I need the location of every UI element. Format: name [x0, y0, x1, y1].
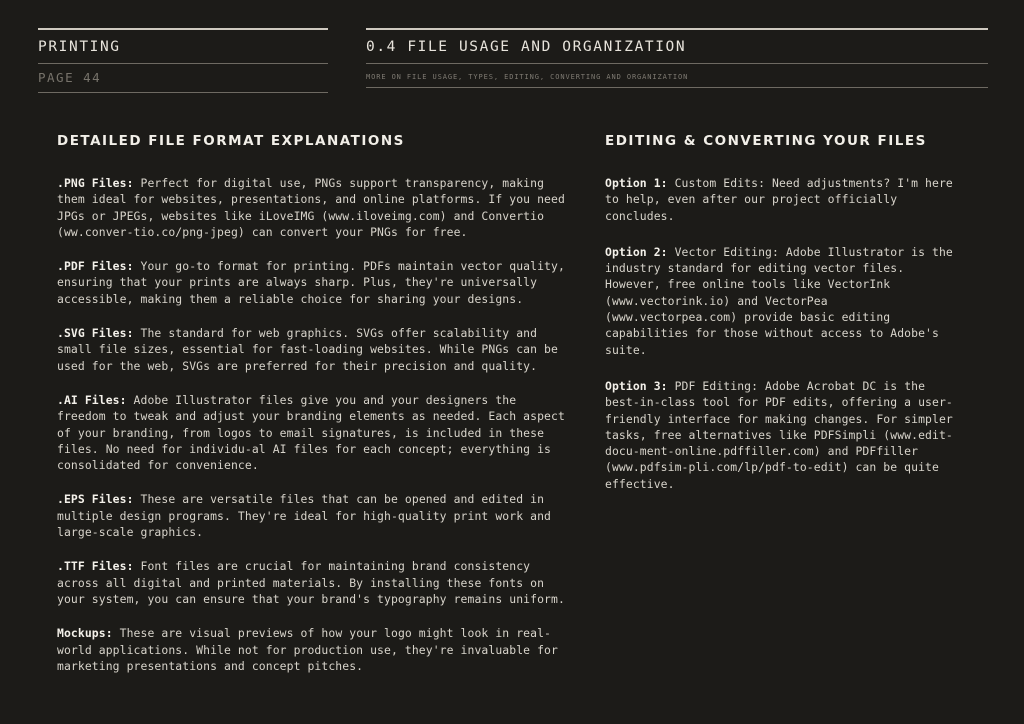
paragraph-body: These are visual previews of how your logo might look in real-world applications. While not for production use, they're invaluable for marketing presentations and concept pitches. — [57, 626, 558, 673]
paragraph-lead: Option 1: — [605, 176, 668, 190]
paragraph-lead: Mockups: — [57, 626, 113, 641]
paragraph-body: Adobe Illustrator files give you and your designers the freedom to tweak and adjust your branding elements as needed. Each aspect of your branding, from logos to email signatures, is included in these files. No need for individu-al AI files for each concept; everything is consolidated for convenience. — [57, 392, 565, 473]
paragraph-body: PDF Editing: Adobe Acrobat DC is the best-in-class tool for PDF edits, offering a user-friendly interface for making changes. For simpler tasks, free alternatives like PDFSimpli (www.edit-docu-ment-online.pdffiller.com) and PDFfiller (www.pdfsim-pli.com/lp/pdf-to-edit) can be quite effective. — [605, 378, 953, 491]
page-content — [57, 133, 989, 692]
paragraph-option-1 — [605, 175, 965, 224]
paragraph-lead: Option 3: — [605, 378, 668, 393]
paragraph-ai — [57, 392, 567, 473]
paragraph-lead: Option 2: — [605, 244, 668, 259]
header-right — [366, 28, 988, 93]
paragraph-lead: .SVG Files: — [57, 326, 134, 341]
header-rule-bottom-left — [38, 92, 328, 93]
paragraph-body: These are versatile files that can be opened and edited in multiple design programs. They're ideal for high-quality print work and large-scale graphics. — [57, 492, 551, 540]
page-header — [38, 28, 988, 93]
paragraph-body: Font files are crucial for maintaining brand consistency across all digital and printed materials. By installing these fonts on your system, you can ensure that your brand's typography remains uniform. — [57, 559, 565, 606]
paragraph-svg — [57, 325, 567, 374]
paragraph-option-3 — [605, 378, 965, 492]
paragraph-body: The standard for web graphics. SVGs offer scalability and small file sizes, essential for fast-loading websites. While PNGs can be used for the web, SVGs are preferred for their precision and quality. — [57, 326, 558, 373]
paragraph-pdf — [57, 258, 567, 307]
right-column-title: EDITING & CONVERTING YOUR FILES — [605, 133, 927, 149]
paragraph-option-2 — [605, 244, 965, 358]
paragraph-png — [57, 175, 567, 240]
paragraph-eps — [57, 491, 567, 540]
right-column — [605, 133, 965, 692]
paragraph-lead: .AI Files: — [57, 392, 127, 407]
paragraph-lead: .PNG Files: — [57, 176, 134, 190]
header-rule-bottom-right — [366, 87, 988, 88]
left-column — [57, 133, 567, 692]
paragraph-mockups — [57, 625, 567, 674]
header-section-subtitle: MORE ON FILE USAGE, TYPES, EDITING, CONVERTING AND ORGANIZATION — [366, 73, 689, 81]
paragraph-body: Your go-to format for printing. PDFs maintain vector quality, ensuring that your prints are always sharp. Plus, they're universally accessible, making them a reliable choice for sharing your designs. — [57, 259, 565, 306]
left-column-title: DETAILED FILE FORMAT EXPLANATIONS — [57, 133, 405, 149]
paragraph-body: Custom Edits: Need adjustments? I'm here to help, even after our project officially concludes. — [605, 176, 953, 223]
header-left — [38, 28, 328, 93]
paragraph-body: Perfect for digital use, PNGs support transparency, making them ideal for websites, presentations, and online platforms. If you need JPGs or JPEGs, websites like iLoveIMG (www.iloveimg.com) and Convertio (ww.conver-tio.co/png-jpeg) can convert your PNGs for free. — [57, 176, 565, 239]
header-section-title: 0.4 FILE USAGE AND ORGANIZATION — [366, 39, 687, 55]
paragraph-lead: .PDF Files: — [57, 259, 134, 274]
header-page-number: PAGE 44 — [38, 70, 102, 85]
paragraph-lead: .TTF Files: — [57, 559, 134, 574]
header-left-title: PRINTING — [38, 39, 121, 55]
paragraph-ttf — [57, 558, 567, 607]
paragraph-lead: .EPS Files: — [57, 492, 134, 507]
paragraph-body: Vector Editing: Adobe Illustrator is the industry standard for editing vector files. However, free online tools like VectorInk (www.vectorink.io) and VectorPea (www.vectorpea.com) provide basic editing capabilities for those without access to Adobe's suite. — [605, 244, 953, 357]
